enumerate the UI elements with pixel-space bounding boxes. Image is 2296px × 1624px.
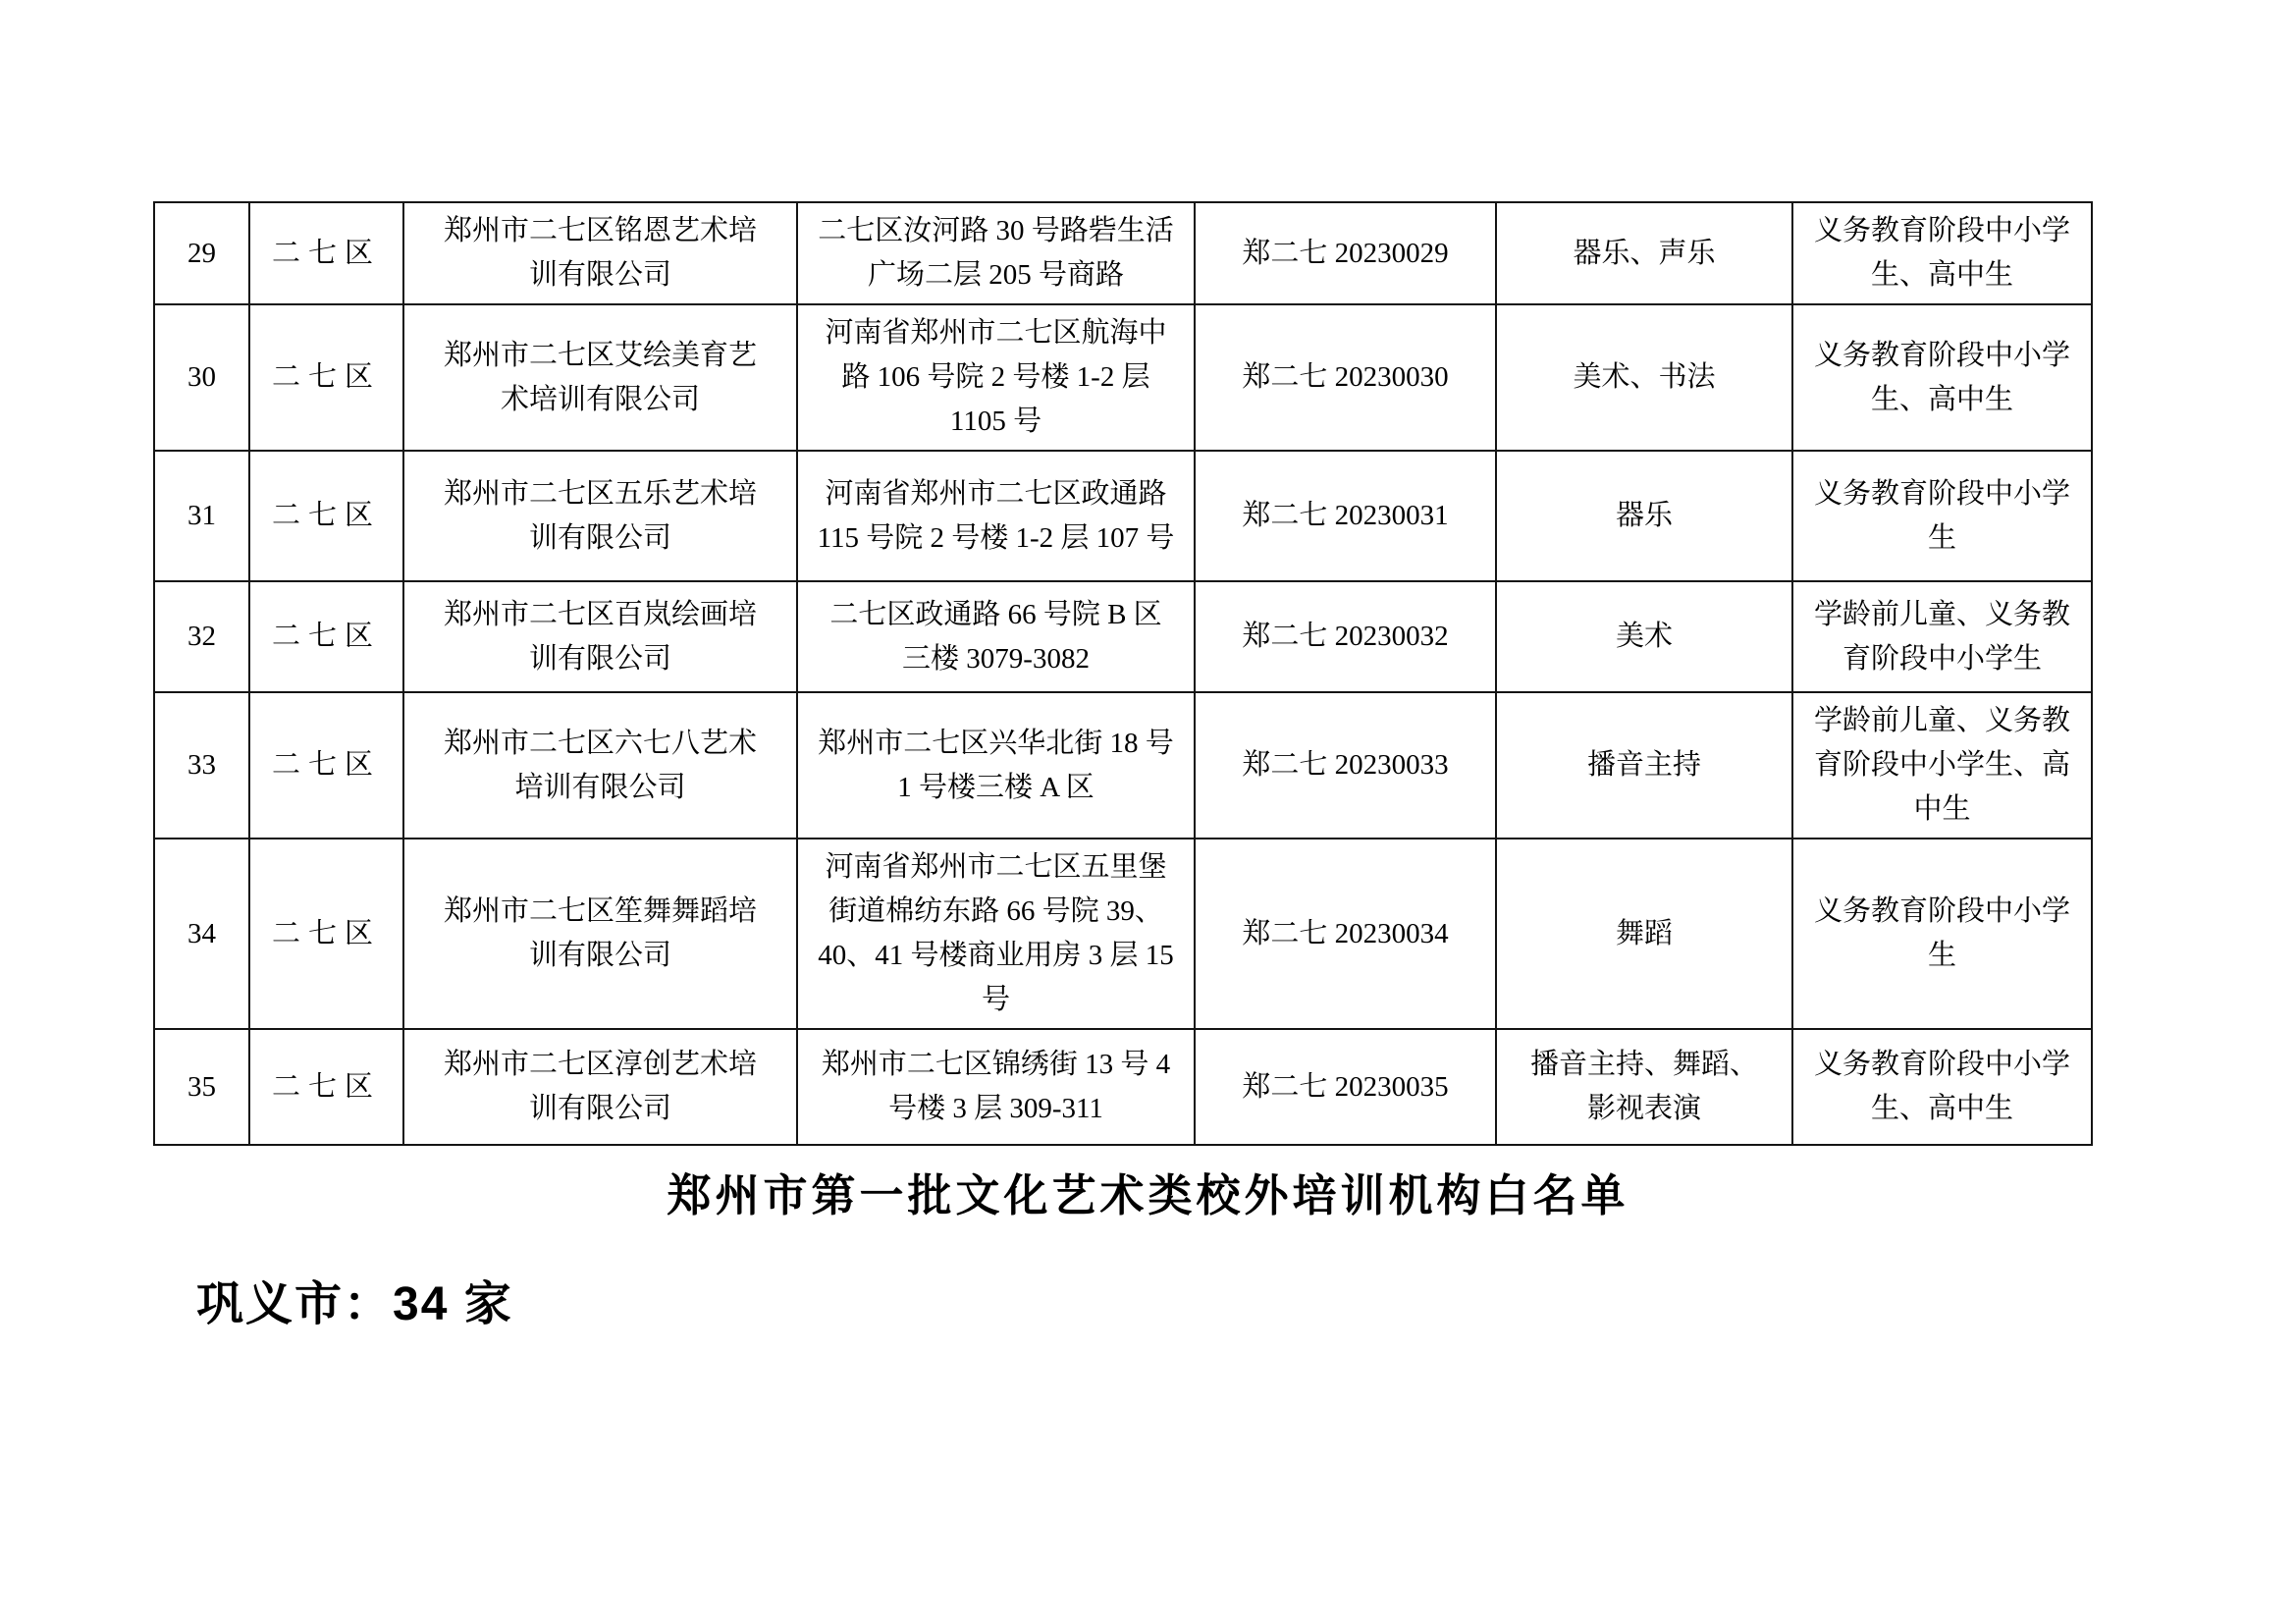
table-row [154,202,2092,304]
cell-target-students: 义务教育阶段中小学生、高中生 [1792,304,2092,451]
cell-license-number: 郑二七 20230030 [1195,304,1496,451]
cell-district: 二七区 [249,1029,403,1145]
cell-target-students: 学龄前儿童、义务教育阶段中小学生、高中生 [1792,692,2092,839]
cell-target-students: 义务教育阶段中小学生、高中生 [1792,1029,2092,1145]
cell-district: 二七区 [249,581,403,692]
document-title: 郑州市第一批文化艺术类校外培训机构白名单 [667,1170,1629,1220]
cell-institution-name: 郑州市二七区六七八艺术培训有限公司 [403,692,797,839]
cell-license-number: 郑二七 20230033 [1195,692,1496,839]
table-row [154,451,2092,581]
cell-license-number: 郑二七 20230029 [1195,202,1496,304]
cell-license-number: 郑二七 20230032 [1195,581,1496,692]
cell-institution-name: 郑州市二七区淳创艺术培训有限公司 [403,1029,797,1145]
cell-serial-number: 33 [154,692,249,839]
table-row [154,304,2092,451]
cell-institution-name: 郑州市二七区五乐艺术培训有限公司 [403,451,797,581]
cell-training-content: 美术、书法 [1496,304,1792,451]
cell-district: 二七区 [249,692,403,839]
table-row [154,581,2092,692]
cell-district: 二七区 [249,202,403,304]
cell-institution-name: 郑州市二七区百岚绘画培训有限公司 [403,581,797,692]
cell-training-content: 器乐、声乐 [1496,202,1792,304]
cell-address: 二七区政通路 66 号院 B 区三楼 3079-3082 [797,581,1195,692]
cell-license-number: 郑二七 20230031 [1195,451,1496,581]
cell-target-students: 义务教育阶段中小学生、高中生 [1792,202,2092,304]
cell-serial-number: 29 [154,202,249,304]
cell-training-content: 舞蹈 [1496,839,1792,1029]
cell-training-content: 播音主持 [1496,692,1792,839]
cell-serial-number: 30 [154,304,249,451]
cell-serial-number: 34 [154,839,249,1029]
cell-district: 二七区 [249,304,403,451]
cell-district: 二七区 [249,839,403,1029]
cell-training-content: 播音主持、舞蹈、影视表演 [1496,1029,1792,1145]
cell-serial-number: 35 [154,1029,249,1145]
cell-training-content: 器乐 [1496,451,1792,581]
cell-address: 郑州市二七区锦绣街 13 号 4 号楼 3 层 309-311 [797,1029,1195,1145]
cell-institution-name: 郑州市二七区铭恩艺术培训有限公司 [403,202,797,304]
cell-license-number: 郑二七 20230034 [1195,839,1496,1029]
cell-address: 郑州市二七区兴华北街 18 号 1 号楼三楼 A 区 [797,692,1195,839]
cell-target-students: 学龄前儿童、义务教育阶段中小学生 [1792,581,2092,692]
cell-license-number: 郑二七 20230035 [1195,1029,1496,1145]
table-row [154,1029,2092,1145]
cell-institution-name: 郑州市二七区艾绘美育艺术培训有限公司 [403,304,797,451]
cell-address: 二七区汝河路 30 号路砦生活广场二层 205 号商路 [797,202,1195,304]
cell-target-students: 义务教育阶段中小学生 [1792,451,2092,581]
cell-address: 河南省郑州市二七区五里堡街道棉纺东路 66 号院 39、40、41 号楼商业用房 3 层 15 号 [797,839,1195,1029]
cell-district: 二七区 [249,451,403,581]
city-count-label: 巩义市：34 家 [196,1278,513,1330]
table-row [154,692,2092,839]
table-body [154,202,2092,1145]
cell-institution-name: 郑州市二七区笙舞舞蹈培训有限公司 [403,839,797,1029]
cell-training-content: 美术 [1496,581,1792,692]
cell-address: 河南省郑州市二七区政通路 115 号院 2 号楼 1-2 层 107 号 [797,451,1195,581]
cell-address: 河南省郑州市二七区航海中路 106 号院 2 号楼 1-2 层 1105 号 [797,304,1195,451]
cell-target-students: 义务教育阶段中小学生 [1792,839,2092,1029]
training-institutions-table [153,201,2093,1146]
cell-serial-number: 31 [154,451,249,581]
table-row [154,839,2092,1029]
cell-serial-number: 32 [154,581,249,692]
